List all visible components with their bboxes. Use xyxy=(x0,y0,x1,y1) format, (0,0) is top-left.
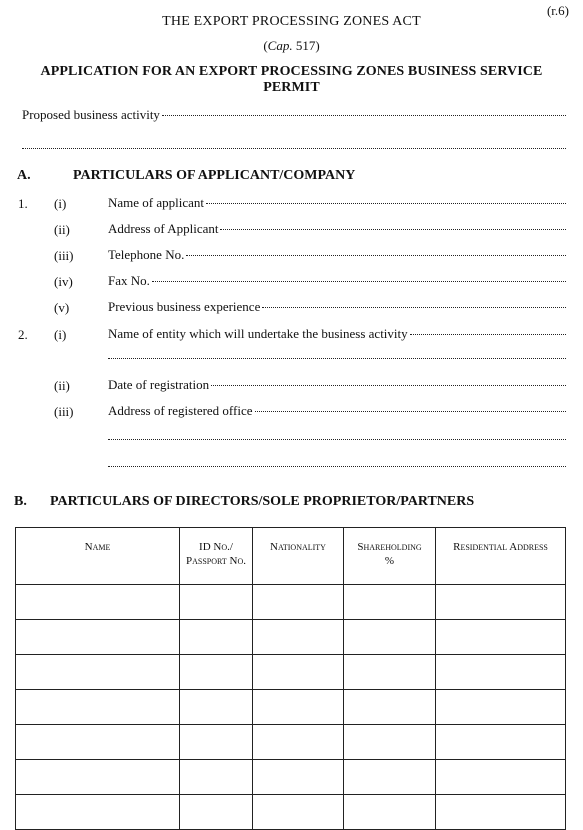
item-1-number: 1. xyxy=(18,196,28,211)
table-cell[interactable] xyxy=(436,795,566,830)
column-header-name-line1: Name xyxy=(84,541,111,553)
table-cell[interactable] xyxy=(253,620,344,655)
table-cell[interactable] xyxy=(344,760,436,795)
column-header-name xyxy=(16,528,180,585)
column-header-shareholding-line2: % xyxy=(384,555,395,567)
chapter-number: 517) xyxy=(292,38,320,53)
table-row xyxy=(16,760,566,795)
fax-field[interactable] xyxy=(108,273,566,291)
directors-table xyxy=(15,527,566,830)
table-cell[interactable] xyxy=(16,620,180,655)
section-a-title: PARTICULARS OF APPLICANT/COMPANY xyxy=(73,168,356,183)
table-row xyxy=(16,690,566,725)
table-cell[interactable] xyxy=(436,585,566,620)
table-cell[interactable] xyxy=(344,690,436,725)
table-cell[interactable] xyxy=(253,690,344,725)
column-header-id-line2: Passport No. xyxy=(186,555,246,567)
item-1-iii-roman: (iii) xyxy=(54,248,74,263)
business-experience-label: Previous business experience xyxy=(108,299,261,314)
item-2-i-roman: (i) xyxy=(54,327,67,342)
column-header-shareholding-line1: Shareholding xyxy=(357,541,422,553)
registration-date-label: Date of registration xyxy=(108,377,210,392)
registered-office-blank[interactable] xyxy=(255,411,566,412)
entity-name-field[interactable] xyxy=(108,326,566,344)
chapter-reference xyxy=(0,38,583,54)
column-header-id-line1: ID No./ xyxy=(199,541,233,553)
telephone-field[interactable] xyxy=(108,247,566,265)
table-cell[interactable] xyxy=(16,585,180,620)
column-header-shareholding xyxy=(344,528,436,585)
table-cell[interactable] xyxy=(344,795,436,830)
entity-name-blank-2[interactable] xyxy=(108,358,566,359)
registered-office-field[interactable] xyxy=(108,403,566,421)
table-cell[interactable] xyxy=(180,725,253,760)
table-cell[interactable] xyxy=(16,795,180,830)
column-header-nationality xyxy=(253,528,344,585)
act-title: THE EXPORT PROCESSING ZONES ACT xyxy=(162,14,421,29)
registered-office-blank-2[interactable] xyxy=(108,439,566,440)
table-cell[interactable] xyxy=(253,725,344,760)
telephone-blank[interactable] xyxy=(186,255,566,256)
section-a-letter: A. xyxy=(17,168,31,183)
address-of-applicant-blank[interactable] xyxy=(220,229,566,230)
table-cell[interactable] xyxy=(344,620,436,655)
entity-name-blank[interactable] xyxy=(410,334,566,335)
business-experience-blank[interactable] xyxy=(262,307,566,308)
section-b-letter: B. xyxy=(14,494,27,509)
table-cell[interactable] xyxy=(344,725,436,760)
table-cell[interactable] xyxy=(253,760,344,795)
table-cell[interactable] xyxy=(180,620,253,655)
table-cell[interactable] xyxy=(180,760,253,795)
address-of-applicant-field[interactable] xyxy=(108,221,566,239)
table-cell[interactable] xyxy=(436,690,566,725)
table-cell[interactable] xyxy=(16,655,180,690)
chapter-paren: ( xyxy=(263,38,268,53)
table-row xyxy=(16,795,566,830)
table-cell[interactable] xyxy=(180,655,253,690)
fax-blank[interactable] xyxy=(152,281,566,282)
name-of-applicant-label: Name of applicant xyxy=(108,195,205,210)
rule-reference: (r.6) xyxy=(546,3,569,18)
table-cell[interactable] xyxy=(16,690,180,725)
table-header-row xyxy=(16,528,566,585)
table-row xyxy=(16,585,566,620)
application-title-line1: APPLICATION FOR AN EXPORT PROCESSING ZONES BUSINESS SERVICE xyxy=(40,64,543,79)
address-of-applicant-label: Address of Applicant xyxy=(108,221,219,236)
proposed-activity-label: Proposed business activity xyxy=(22,107,160,122)
name-of-applicant-blank[interactable] xyxy=(206,203,566,204)
table-cell[interactable] xyxy=(16,760,180,795)
table-cell[interactable] xyxy=(253,585,344,620)
item-1-v-roman: (v) xyxy=(54,300,70,315)
item-1-iv-roman: (iv) xyxy=(54,274,73,289)
table-cell[interactable] xyxy=(436,760,566,795)
entity-name-label: Name of entity which will undertake the business activity xyxy=(108,326,408,341)
table-cell[interactable] xyxy=(180,585,253,620)
table-cell[interactable] xyxy=(16,725,180,760)
table-cell[interactable] xyxy=(180,690,253,725)
proposed-activity-field[interactable] xyxy=(22,107,566,125)
table-cell[interactable] xyxy=(436,620,566,655)
item-1-i-roman: (i) xyxy=(54,196,67,211)
table-cell[interactable] xyxy=(436,655,566,690)
business-experience-field[interactable] xyxy=(108,299,566,317)
table-cell[interactable] xyxy=(344,585,436,620)
registration-date-blank[interactable] xyxy=(211,385,566,386)
proposed-activity-blank[interactable] xyxy=(162,115,566,116)
proposed-activity-blank-2[interactable] xyxy=(22,148,566,149)
name-of-applicant-field[interactable] xyxy=(108,195,566,213)
column-header-residential-address-line1: Residential Address xyxy=(453,541,548,553)
section-b-title: PARTICULARS OF DIRECTORS/SOLE PROPRIETOR/PARTNERS xyxy=(50,494,475,509)
column-header-nationality-line1: Nationality xyxy=(270,541,326,553)
item-2-iii-roman: (iii) xyxy=(54,404,74,419)
registration-date-field[interactable] xyxy=(108,377,566,395)
item-2-ii-roman: (ii) xyxy=(54,378,70,393)
table-cell[interactable] xyxy=(344,655,436,690)
registered-office-label: Address of registered office xyxy=(108,403,253,418)
chapter-label: Cap. xyxy=(267,38,293,53)
table-cell[interactable] xyxy=(436,725,566,760)
application-title-line2: PERMIT xyxy=(263,80,320,95)
column-header-id xyxy=(180,528,253,585)
table-row xyxy=(16,620,566,655)
fax-label: Fax No. xyxy=(108,273,150,288)
column-header-residential-address xyxy=(436,528,566,585)
table-cell[interactable] xyxy=(180,795,253,830)
registered-office-blank-3[interactable] xyxy=(108,466,566,467)
telephone-label: Telephone No. xyxy=(108,247,185,262)
table-cell[interactable] xyxy=(253,655,344,690)
table-cell[interactable] xyxy=(253,795,344,830)
table-row xyxy=(16,725,566,760)
item-2-number: 2. xyxy=(18,327,28,342)
item-1-ii-roman: (ii) xyxy=(54,222,70,237)
table-row xyxy=(16,655,566,690)
application-title xyxy=(0,64,583,96)
